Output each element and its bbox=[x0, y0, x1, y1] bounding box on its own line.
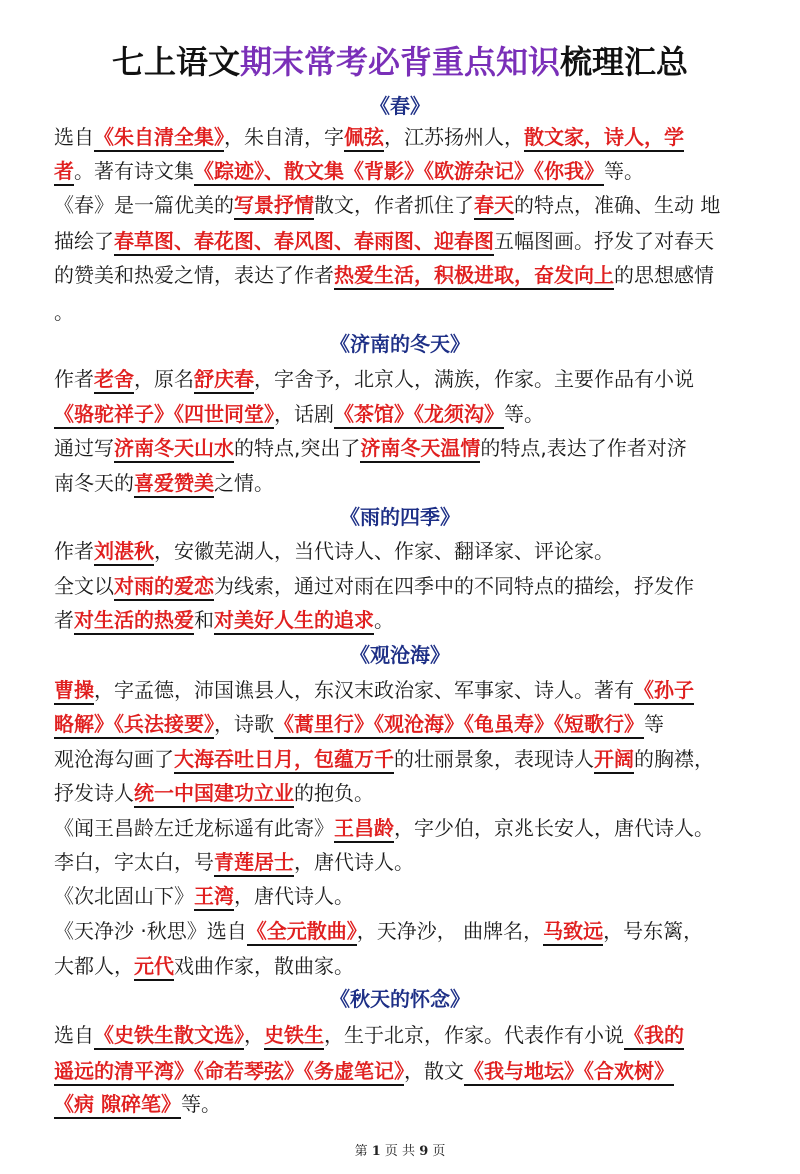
plain-text: 《闻王昌龄左迁龙标遥有此寄》 bbox=[54, 816, 334, 840]
highlighted-term: 略解》《兵法接要》 bbox=[54, 712, 214, 739]
plain-text: ， bbox=[244, 1023, 264, 1047]
section-heading-guan: 《观沧海》 bbox=[350, 643, 450, 667]
plain-text: 戏曲作家，散曲家。 bbox=[174, 954, 354, 978]
page-title bbox=[0, 38, 800, 86]
highlighted-term: 《骆驼祥子》《四世同堂》 bbox=[54, 402, 274, 429]
highlighted-term: 曹操 bbox=[54, 678, 94, 705]
plain-text: 选自 bbox=[54, 125, 94, 149]
highlighted-term: 史铁生 bbox=[264, 1023, 324, 1050]
text-line bbox=[54, 846, 754, 878]
plain-text: ，字孟德，沛国谯县人，东汉末政治家、军事家、诗人。著有 bbox=[94, 678, 634, 702]
plain-text: 观沧海勾画了 bbox=[54, 747, 174, 771]
plain-text: 的壮丽景象，表现诗人 bbox=[394, 747, 594, 771]
plain-text: ，诗歌 bbox=[214, 712, 274, 736]
plain-text: 描绘了 bbox=[54, 229, 114, 253]
highlighted-term: 《史铁生散文选》 bbox=[94, 1023, 244, 1050]
section-heading-chun: 《春》 bbox=[370, 94, 430, 118]
highlighted-term: 对美好人生的追求 bbox=[214, 608, 374, 635]
plain-text: ，朱自清，字 bbox=[224, 125, 344, 149]
plain-text: 。 bbox=[54, 300, 74, 324]
text-line bbox=[54, 189, 754, 221]
plain-text: 的胸襟， bbox=[634, 747, 714, 771]
plain-text: 的抱负。 bbox=[294, 781, 374, 805]
plain-text: 的思想感情 bbox=[614, 263, 714, 287]
text-line bbox=[54, 363, 754, 395]
plain-text: 和 bbox=[194, 608, 214, 632]
plain-text: 大都人， bbox=[54, 954, 134, 978]
text-line bbox=[54, 296, 754, 328]
plain-text: ，江苏扬州人， bbox=[384, 125, 524, 149]
plain-text: 。 bbox=[374, 608, 394, 632]
highlighted-term: 《朱自清全集》 bbox=[94, 125, 224, 152]
section-heading-jinan: 《济南的冬天》 bbox=[330, 332, 470, 356]
text-line bbox=[54, 674, 754, 706]
plain-text: ，号东篱， bbox=[603, 919, 704, 943]
highlighted-term: 者 bbox=[54, 159, 74, 186]
text-line bbox=[54, 604, 754, 636]
plain-text: 的赞美和热爱之情，表达了作者 bbox=[54, 263, 334, 287]
text-line bbox=[54, 1088, 754, 1120]
text-line bbox=[54, 432, 754, 464]
highlighted-term: 元代 bbox=[134, 954, 174, 981]
highlighted-term: 春天 bbox=[474, 193, 514, 220]
highlighted-term: 济南冬天温情 bbox=[360, 436, 480, 463]
text-line bbox=[54, 950, 754, 982]
highlighted-term: 散文家，诗人，学 bbox=[524, 125, 684, 152]
text-line bbox=[54, 880, 754, 912]
highlighted-term: 《蒿里行》《观沧海》《龟虽寿》《短歌行》 bbox=[274, 712, 644, 739]
plain-text: 全文以 bbox=[54, 574, 114, 598]
plain-text: ，安徽芜湖人，当代诗人、作家、翻译家、评论家。 bbox=[154, 539, 614, 563]
plain-text: 散文，作者抓住了 bbox=[314, 193, 474, 217]
plain-text: ，唐代诗人。 bbox=[294, 850, 414, 874]
highlighted-term: 统一中国建功立业 bbox=[134, 781, 294, 808]
plain-text: 的特点，准确、生动 地 bbox=[514, 193, 721, 217]
plain-text: 等。 bbox=[180, 1092, 221, 1116]
text-line bbox=[54, 121, 754, 153]
plain-text: ，散文 bbox=[404, 1059, 464, 1083]
title-part-2: 期末常考必背重点知识 bbox=[239, 43, 560, 81]
highlighted-term: 写景抒情 bbox=[234, 193, 314, 220]
text-line bbox=[54, 812, 754, 844]
title-part-1: 七上语文 bbox=[111, 43, 240, 81]
highlighted-term: 春草图、春花图、春风图、春雨图、迎春图 bbox=[114, 229, 494, 256]
text-line bbox=[54, 259, 754, 291]
highlighted-term: 老舍 bbox=[94, 367, 134, 394]
plain-text: 等 bbox=[644, 712, 664, 736]
plain-text: 作者 bbox=[54, 539, 94, 563]
plain-text: 者 bbox=[54, 608, 74, 632]
plain-text: 抒发诗人 bbox=[54, 781, 134, 805]
plain-text: ，生于北京，作家。代表作有小说 bbox=[324, 1023, 624, 1047]
page-footer bbox=[0, 1140, 800, 1159]
plain-text: ，字少伯，京兆长安人，唐代诗人。 bbox=[394, 816, 714, 840]
plain-text: 《次北固山下》 bbox=[54, 884, 194, 908]
highlighted-term: 济南冬天山水 bbox=[114, 436, 234, 463]
text-line bbox=[54, 743, 754, 775]
text-line bbox=[54, 708, 754, 740]
highlighted-term: 《病 隙碎笔》 bbox=[54, 1092, 181, 1119]
plain-text: 南冬天的 bbox=[54, 471, 134, 495]
title-part-3: 梳理汇总 bbox=[560, 43, 689, 81]
highlighted-term: 《孙子 bbox=[634, 678, 694, 705]
plain-text: ，唐代诗人。 bbox=[234, 884, 354, 908]
section-heading-qiu: 《秋天的怀念》 bbox=[330, 987, 470, 1011]
highlighted-term: 开阔 bbox=[594, 747, 634, 774]
highlighted-term: 遥远的清平湾》《命若琴弦》《务虚笔记》 bbox=[54, 1059, 404, 1086]
highlighted-term: 刘湛秋 bbox=[94, 539, 154, 566]
text-line bbox=[54, 467, 754, 499]
footer-page-label: 第 bbox=[354, 1144, 368, 1159]
plain-text: 选自 bbox=[54, 1023, 94, 1047]
highlighted-term: 对生活的热爱 bbox=[74, 608, 194, 635]
highlighted-term: 《我的 bbox=[624, 1023, 684, 1050]
footer-end: 页 bbox=[432, 1144, 446, 1159]
plain-text: 的特点,表达了作者对济 bbox=[480, 436, 687, 460]
plain-text: ，字舍予，北京人，满族，作家。主要作品有小说 bbox=[254, 367, 694, 391]
footer-mid: 页 共 bbox=[384, 1144, 416, 1159]
plain-text: ，天净沙， 曲牌名， bbox=[356, 919, 544, 943]
plain-text: ，原名 bbox=[134, 367, 194, 391]
plain-text: 五幅图画。抒发了对春天 bbox=[494, 229, 714, 253]
text-line bbox=[54, 570, 754, 602]
plain-text: 通过写 bbox=[54, 436, 114, 460]
highlighted-term: 青莲居士 bbox=[214, 850, 294, 877]
highlighted-term: 王湾 bbox=[194, 884, 234, 911]
highlighted-term: 舒庆春 bbox=[194, 367, 254, 394]
highlighted-term: 《全元散曲》 bbox=[247, 919, 357, 946]
highlighted-term: 佩弦 bbox=[344, 125, 384, 152]
highlighted-term: 对雨的爱恋 bbox=[114, 574, 214, 601]
plain-text: 为线索，通过对雨在四季中的不同特点的描绘，抒发作 bbox=[214, 574, 694, 598]
highlighted-term: 《踪迹》、散文集《背影》《欧游杂记》《你我》 bbox=[194, 159, 604, 186]
highlighted-term: 马致远 bbox=[543, 919, 603, 946]
highlighted-term: 《我与地坛》《合欢树》 bbox=[464, 1059, 674, 1086]
plain-text: 《春》是一篇优美的 bbox=[54, 193, 234, 217]
text-line bbox=[54, 225, 754, 257]
text-line bbox=[54, 155, 754, 187]
text-line bbox=[54, 915, 754, 947]
text-line bbox=[54, 777, 754, 809]
plain-text: 等。 bbox=[504, 402, 544, 426]
highlighted-term: 《茶馆》《龙须沟》 bbox=[334, 402, 504, 429]
highlighted-term: 热爱生活，积极进取，奋发向上 bbox=[334, 263, 614, 290]
text-line bbox=[54, 1055, 754, 1087]
plain-text: 的特点,突出了 bbox=[234, 436, 361, 460]
plain-text: 作者 bbox=[54, 367, 94, 391]
highlighted-term: 大海吞吐日月，包蕴万千 bbox=[174, 747, 394, 774]
plain-text: 之情。 bbox=[214, 471, 274, 495]
text-line bbox=[54, 535, 754, 567]
footer-total-pages: 9 bbox=[419, 1144, 429, 1159]
text-line bbox=[54, 398, 754, 430]
highlighted-term: 王昌龄 bbox=[334, 816, 394, 843]
plain-text: ，话剧 bbox=[274, 402, 334, 426]
plain-text: 《天净沙 ·秋思》选自 bbox=[54, 919, 247, 943]
plain-text: 李白，字太白，号 bbox=[54, 850, 214, 874]
plain-text: 。著有诗文集 bbox=[74, 159, 194, 183]
footer-page-number: 1 bbox=[371, 1144, 381, 1159]
text-line bbox=[54, 1019, 754, 1051]
plain-text: 等。 bbox=[604, 159, 644, 183]
highlighted-term: 喜爱赞美 bbox=[134, 471, 214, 498]
section-heading-yu: 《雨的四季》 bbox=[340, 505, 460, 529]
